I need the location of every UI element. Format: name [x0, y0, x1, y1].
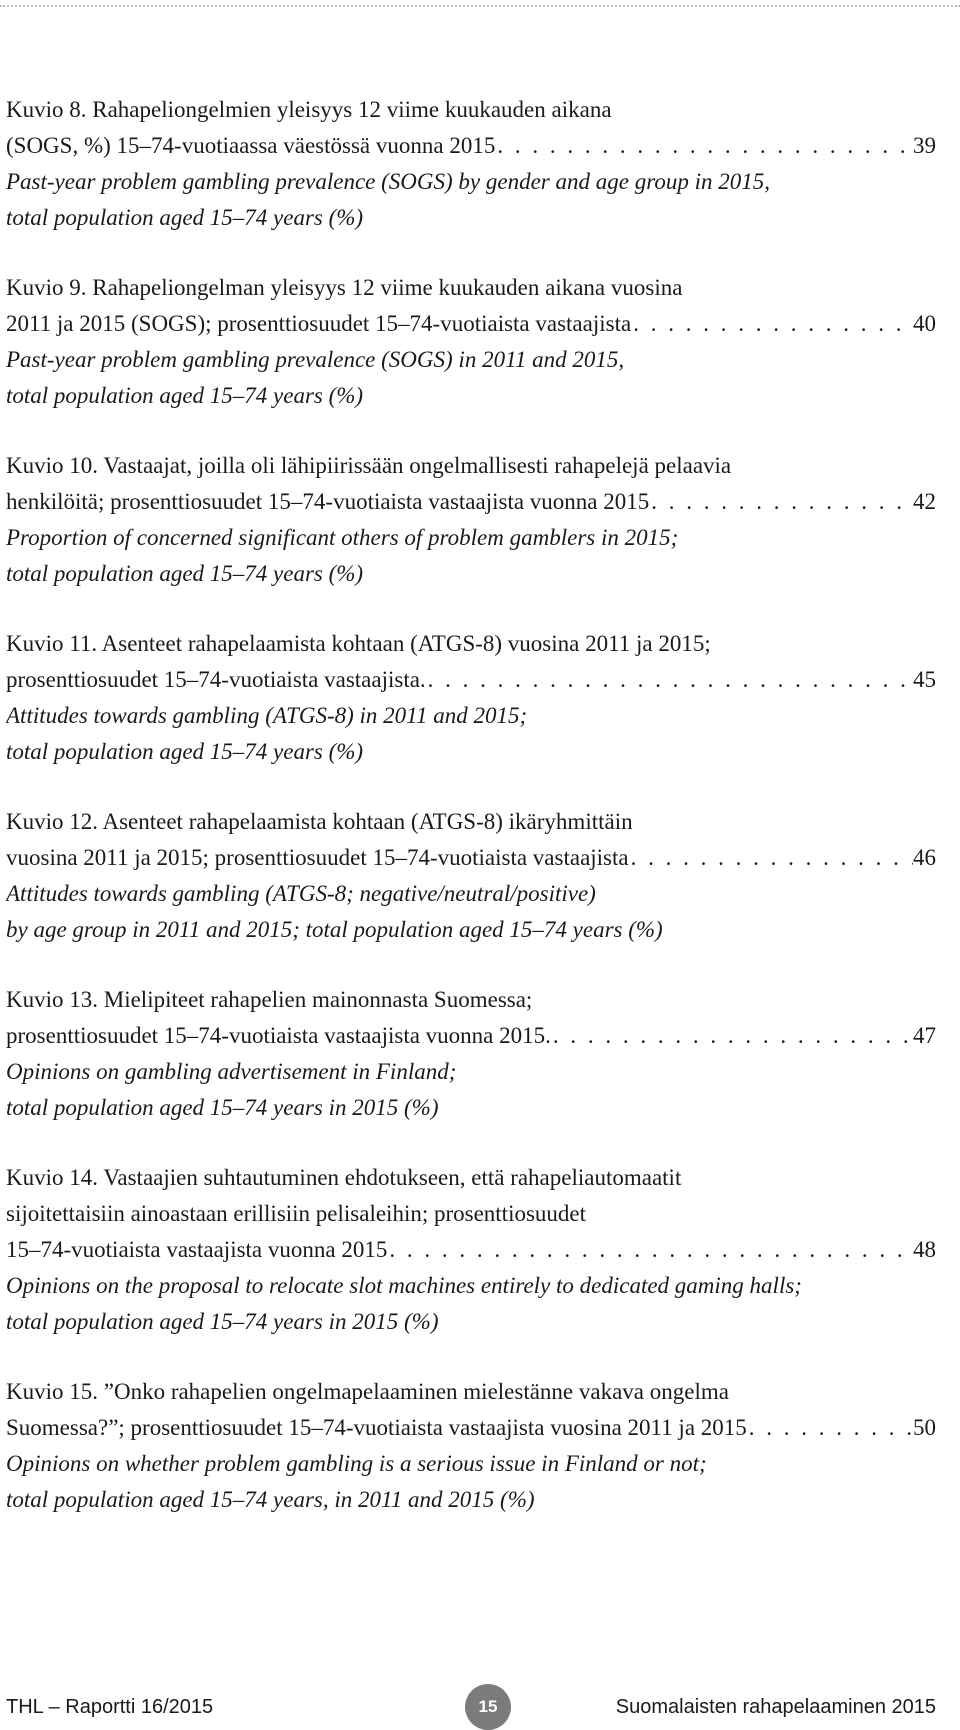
english-title-line: by age group in 2011 and 2015; total population aged 15–74 years (%) [6, 917, 663, 942]
dot-leader [387, 1232, 913, 1268]
finnish-title-line: Kuvio 14. Vastaajien suhtautuminen ehdotukseen, että rahapeliautomaatit [6, 1165, 682, 1190]
page-reference[interactable]: 46 [913, 845, 936, 870]
english-title-line: total population aged 15–74 years (%) [6, 383, 364, 408]
finnish-title-line [6, 306, 936, 342]
english-title-line: total population aged 15–74 years (%) [6, 739, 364, 764]
finnish-title-text: prosenttiosuudet 15–74-vuotiaista vastaajista vuonna 2015. [6, 1023, 551, 1048]
dot-leader [495, 128, 913, 164]
english-title-line: total population aged 15–74 years (%) [6, 561, 364, 586]
toc-entry[interactable] [6, 448, 936, 592]
dot-leader [747, 1410, 913, 1446]
footer-publication-title: Suomalaisten rahapelaaminen 2015 [615, 1696, 936, 1718]
top-dotted-rule [0, 5, 960, 7]
finnish-title-line: Kuvio 11. Asenteet rahapelaamista kohtaan (ATGS-8) vuosina 2011 ja 2015; [6, 631, 711, 656]
english-title-line: Past-year problem gambling prevalence (SOGS) in 2011 and 2015, [6, 347, 625, 372]
page-reference[interactable]: 45 [913, 667, 936, 692]
finnish-title-line [6, 1410, 936, 1446]
finnish-title-line [6, 1018, 936, 1054]
footer-report-label: THL – Raportti 16/2015 [6, 1696, 214, 1718]
page-footer [6, 1690, 936, 1724]
dot-leader [426, 662, 913, 698]
finnish-title-text: 15–74-vuotiaista vastaajista vuonna 2015 [6, 1237, 388, 1262]
finnish-title-line [6, 484, 936, 520]
page-reference[interactable]: 39 [913, 133, 936, 158]
english-title-line: total population aged 15–74 years in 2015 (%) [6, 1095, 439, 1120]
english-title-line: total population aged 15–74 years, in 2011 and 2015 (%) [6, 1487, 535, 1512]
dot-leader [631, 306, 913, 342]
page-reference[interactable]: 48 [913, 1237, 936, 1262]
english-title-line: total population aged 15–74 years in 2015 (%) [6, 1309, 439, 1334]
finnish-title-line [6, 662, 936, 698]
english-title-line: Opinions on gambling advertisement in Finland; [6, 1059, 457, 1084]
dot-leader [649, 484, 913, 520]
finnish-title-line: sijoitettaisiin ainoastaan erillisiin pelisaleihin; prosenttiosuudet [6, 1201, 587, 1226]
page-reference[interactable]: 47 [913, 1023, 936, 1048]
english-title-line: Opinions on the proposal to relocate slot machines entirely to dedicated gaming halls; [6, 1273, 802, 1298]
toc-entry[interactable] [6, 626, 936, 770]
finnish-title-text: henkilöitä; prosenttiosuudet 15–74-vuotiaista vastaajista vuonna 2015 [6, 489, 650, 514]
list-of-figures [6, 92, 936, 1552]
english-title-line: Proportion of concerned significant others of problem gamblers in 2015; [6, 525, 679, 550]
toc-entry[interactable] [6, 982, 936, 1126]
page-reference[interactable]: 50 [913, 1415, 936, 1440]
finnish-title-line: Kuvio 15. ”Onko rahapelien ongelmapelaaminen mielestänne vakava ongelma [6, 1379, 729, 1404]
finnish-title-line [6, 1232, 936, 1268]
toc-entry[interactable] [6, 1374, 936, 1518]
english-title-line: total population aged 15–74 years (%) [6, 205, 364, 230]
dot-leader [629, 840, 913, 876]
finnish-title-text: vuosina 2011 ja 2015; prosenttiosuudet 15–74-vuotiaista vastaajista [6, 845, 629, 870]
english-title-line: Attitudes towards gambling (ATGS-8; negative/neutral/positive) [6, 881, 596, 906]
finnish-title-text: (SOGS, %) 15–74-vuotiaassa väestössä vuonna 2015 [6, 133, 496, 158]
english-title-line: Past-year problem gambling prevalence (SOGS) by gender and age group in 2015, [6, 169, 770, 194]
finnish-title-line: Kuvio 13. Mielipiteet rahapelien mainonnasta Suomessa; [6, 987, 533, 1012]
page-number-badge: 15 [465, 1684, 511, 1730]
english-title-line: Attitudes towards gambling (ATGS-8) in 2011 and 2015; [6, 703, 528, 728]
finnish-title-text: prosenttiosuudet 15–74-vuotiaista vastaajista. [6, 667, 426, 692]
finnish-title-line [6, 128, 936, 164]
finnish-title-text: 2011 ja 2015 (SOGS); prosenttiosuudet 15–74-vuotiaista vastaajista [6, 311, 632, 336]
english-title-line: Opinions on whether problem gambling is a serious issue in Finland or not; [6, 1451, 707, 1476]
page-reference[interactable]: 40 [913, 311, 936, 336]
finnish-title-line: Kuvio 9. Rahapeliongelman yleisyys 12 viime kuukauden aikana vuosina [6, 275, 683, 300]
toc-entry[interactable] [6, 92, 936, 236]
finnish-title-line [6, 840, 936, 876]
finnish-title-line: Kuvio 8. Rahapeliongelmien yleisyys 12 viime kuukauden aikana [6, 97, 612, 122]
finnish-title-text: Suomessa?”; prosenttiosuudet 15–74-vuotiaista vastaajista vuosina 2011 ja 2015 [6, 1415, 747, 1440]
toc-entry[interactable] [6, 804, 936, 948]
finnish-title-line: Kuvio 10. Vastaajat, joilla oli lähipiirissään ongelmallisesti rahapelejä pelaavia [6, 453, 732, 478]
dot-leader [551, 1018, 913, 1054]
finnish-title-line: Kuvio 12. Asenteet rahapelaamista kohtaan (ATGS-8) ikäryhmittäin [6, 809, 633, 834]
toc-entry[interactable] [6, 1160, 936, 1340]
toc-entry[interactable] [6, 270, 936, 414]
page-reference[interactable]: 42 [913, 489, 936, 514]
